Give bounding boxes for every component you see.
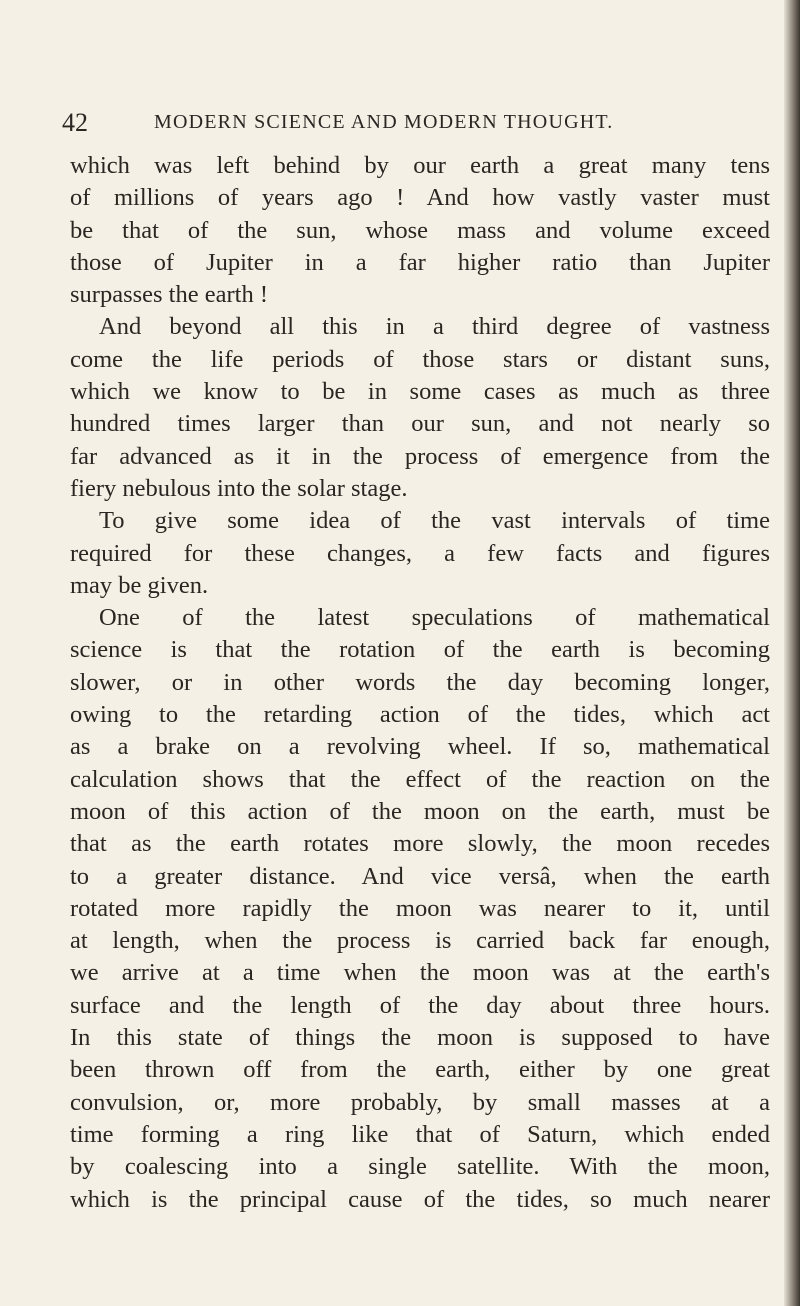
text-line: we arrive at a time when the moon was at the earth's xyxy=(70,959,770,987)
text-line: required for these changes, a few facts and figures xyxy=(70,539,770,567)
text-line: hundred times larger than our sun, and not nearly so xyxy=(70,410,770,438)
text-line: To give some idea of the vast intervals of time xyxy=(99,507,770,535)
text-line: at length, when the process is carried back far enough, xyxy=(70,927,770,955)
text-line: to a greater distance. And vice versâ, when the earth xyxy=(70,862,770,890)
text-line: moon of this action of the moon on the earth, must be xyxy=(70,797,770,825)
text-line: surface and the length of the day about three hours. xyxy=(70,991,770,1019)
text-line: those of Jupiter in a far higher ratio than Jupiter xyxy=(70,248,770,276)
text-line: been thrown off from the earth, either by one great xyxy=(70,1056,770,1084)
text-line: may be given. xyxy=(70,571,209,599)
text-line: owing to the retarding action of the tides, which act xyxy=(70,701,770,729)
text-line: be that of the sun, whose mass and volume exceed xyxy=(70,216,770,244)
text-line: as a brake on a revolving wheel. If so, mathematical xyxy=(70,733,770,761)
text-line: which is the principal cause of the tides, so much nearer xyxy=(70,1185,770,1213)
text-line: which was left behind by our earth a great many tens xyxy=(70,152,770,179)
text-line: come the life periods of those stars or distant suns, xyxy=(70,345,770,373)
text-line: by coalescing into a single satellite. With the moon, xyxy=(70,1153,770,1181)
text-line: of millions of years ago ! And how vastly vaster must xyxy=(70,184,770,212)
text-line: time forming a ring like that of Saturn, which ended xyxy=(70,1120,770,1148)
text-line: fiery nebulous into the solar stage. xyxy=(70,474,408,502)
page-header xyxy=(62,108,762,138)
body-text xyxy=(70,150,770,1216)
text-line: rotated more rapidly the moon was nearer to it, until xyxy=(70,894,770,922)
running-head: MODERN SCIENCE AND MODERN THOUGHT. xyxy=(154,111,614,133)
text-line: which we know to be in some cases as much as three xyxy=(70,378,770,406)
page-number: 42 xyxy=(62,108,88,137)
text-line: surpasses the earth ! xyxy=(70,281,268,309)
text-line: science is that the rotation of the earth is becoming xyxy=(70,636,770,664)
text-line: slower, or in other words the day becoming longer, xyxy=(70,668,770,696)
text-line: convulsion, or, more probably, by small masses at a xyxy=(70,1088,770,1116)
text-line: that as the earth rotates more slowly, the moon recedes xyxy=(70,830,770,858)
text-line: far advanced as it in the process of emergence from the xyxy=(70,442,770,470)
text-line: calculation shows that the effect of the reaction on the xyxy=(70,765,770,793)
text-line: In this state of things the moon is supposed to have xyxy=(70,1024,770,1052)
text-line: One of the latest speculations of mathematical xyxy=(99,604,770,632)
text-line: And beyond all this in a third degree of vastness xyxy=(99,313,770,341)
page-edge-shadow xyxy=(784,0,800,1306)
